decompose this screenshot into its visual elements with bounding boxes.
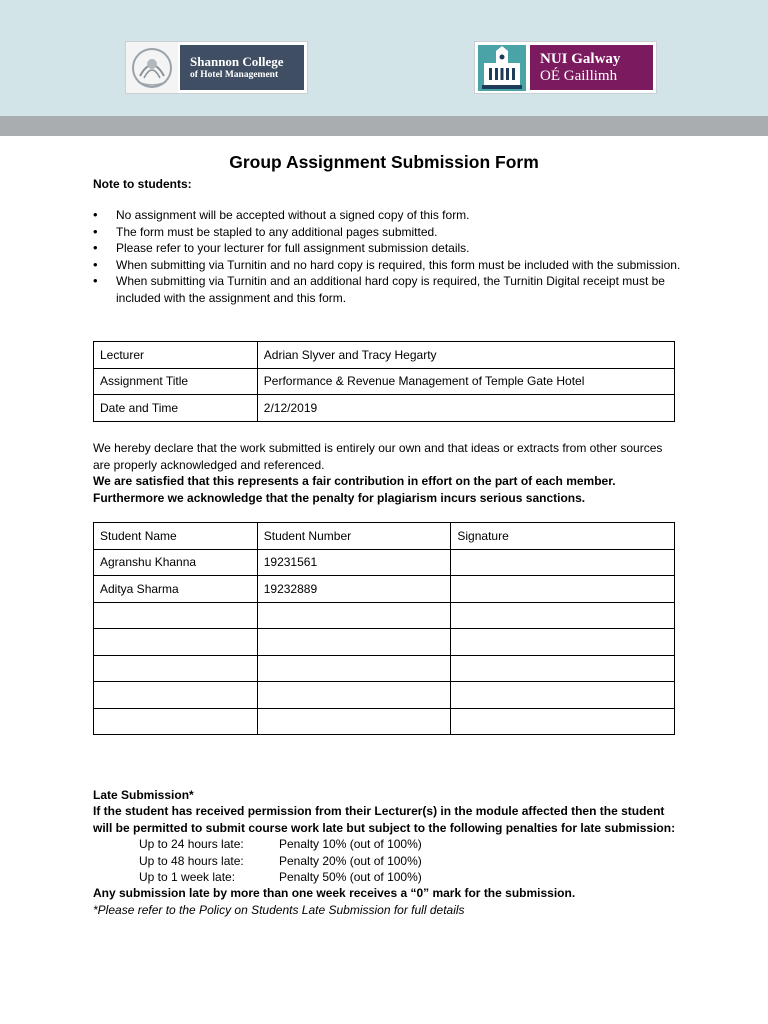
column-header: Student Number [257,523,451,550]
detail-label: Assignment Title [94,368,258,395]
header-divider-band [0,116,768,136]
detail-label: Date and Time [94,395,258,422]
student-name-cell[interactable]: Agranshu Khanna [94,549,258,576]
penalty-row [93,853,683,869]
signature-cell[interactable] [451,655,675,682]
penalty-when: Up to 1 week late: [139,870,236,885]
late-heading: Late Submission* [93,788,194,802]
student-number-cell[interactable] [257,629,451,656]
nui-logo-line1: NUI Galway [540,50,621,67]
table-row [94,629,675,656]
column-header: Student Name [94,523,258,550]
signature-cell[interactable] [451,629,675,656]
declaration [93,440,683,506]
student-number-cell[interactable]: 19232889 [257,576,451,603]
list-item: • When submitting via Turnitin and no hard copy is required, this form must be included with the submission. [93,257,683,274]
notes-list [93,207,683,307]
detail-value: Adrian Slyver and Tracy Hegarty [257,342,674,369]
table-row [94,395,675,422]
student-name-cell[interactable] [94,655,258,682]
table-row [94,342,675,369]
detail-value: 2/12/2019 [257,395,674,422]
late-body: If the student has received permission from their Lecturer(s) in the module affected then the student will be permitted to submit course work late but subject to the following penalties for late submission: [93,804,676,835]
table-row [94,368,675,395]
shannon-college-logo [125,41,308,94]
student-number-cell[interactable] [257,682,451,709]
penalty-when: Up to 48 hours late: [139,853,244,868]
table-row [94,708,675,735]
student-number-cell[interactable] [257,708,451,735]
student-name-cell[interactable] [94,629,258,656]
table-row [94,576,675,603]
table-row [94,549,675,576]
penalty-when: Up to 24 hours late: [139,837,244,852]
shannon-logo-line1: Shannon College [190,54,284,69]
detail-label: Lecturer [94,342,258,369]
students-table [93,522,675,735]
shannon-crest-icon [126,42,178,93]
column-header: Signature [451,523,675,550]
list-item: • Please refer to your lecturer for full assignment submission details. [93,240,683,257]
penalty-value: Penalty 20% (out of 100%) [279,853,422,868]
list-item: • When submitting via Turnitin and an additional hard copy is required, the Turnitin Digital receipt must be included with the assignment and this form. [93,273,683,306]
nui-galway-logo [474,41,657,94]
signature-cell[interactable] [451,708,675,735]
student-name-cell[interactable] [94,708,258,735]
nui-building-icon [475,42,529,93]
detail-value: Performance & Revenue Management of Temple Gate Hotel [257,368,674,395]
signature-cell[interactable] [451,682,675,709]
student-number-cell[interactable] [257,655,451,682]
penalty-value: Penalty 50% (out of 100%) [279,870,422,885]
page-title: Group Assignment Submission Form [229,152,539,172]
table-row [94,655,675,682]
signature-cell[interactable] [451,576,675,603]
declaration-line1: We hereby declare that the work submitted is entirely our own and that ideas or extracts from other sources are properly acknowledged and referenced. [93,441,663,472]
signature-cell[interactable] [451,602,675,629]
penalty-row [93,836,683,852]
table-row [94,682,675,709]
late-submission-section [93,787,683,918]
penalty-row [93,869,683,885]
note-label: Note to students: [93,177,192,191]
student-name-cell[interactable] [94,602,258,629]
student-number-cell[interactable] [257,602,451,629]
assignment-details-table [93,341,675,422]
list-item: • The form must be stapled to any additional pages submitted. [93,224,683,241]
table-row [94,602,675,629]
shannon-logo-line2: of Hotel Management [190,70,279,80]
student-name-cell[interactable] [94,682,258,709]
table-header-row [94,523,675,550]
late-footnote: *Please refer to the Policy on Students Late Submission for full details [93,902,465,917]
declaration-line3: Furthermore we acknowledge that the penalty for plagiarism incurs serious sanctions. [93,490,586,505]
student-number-cell[interactable]: 19231561 [257,549,451,576]
penalty-value: Penalty 10% (out of 100%) [279,837,422,852]
nui-logo-line2: OÉ Gaillimh [540,67,618,84]
student-name-cell[interactable]: Aditya Sharma [94,576,258,603]
declaration-line2: We are satisfied that this represents a fair contribution in effort on the part of each member. [93,474,616,489]
list-item: • No assignment will be accepted without a signed copy of this form. [93,207,683,224]
late-final-rule: Any submission late by more than one week receives a “0” mark for the submission. [93,886,576,901]
signature-cell[interactable] [451,549,675,576]
